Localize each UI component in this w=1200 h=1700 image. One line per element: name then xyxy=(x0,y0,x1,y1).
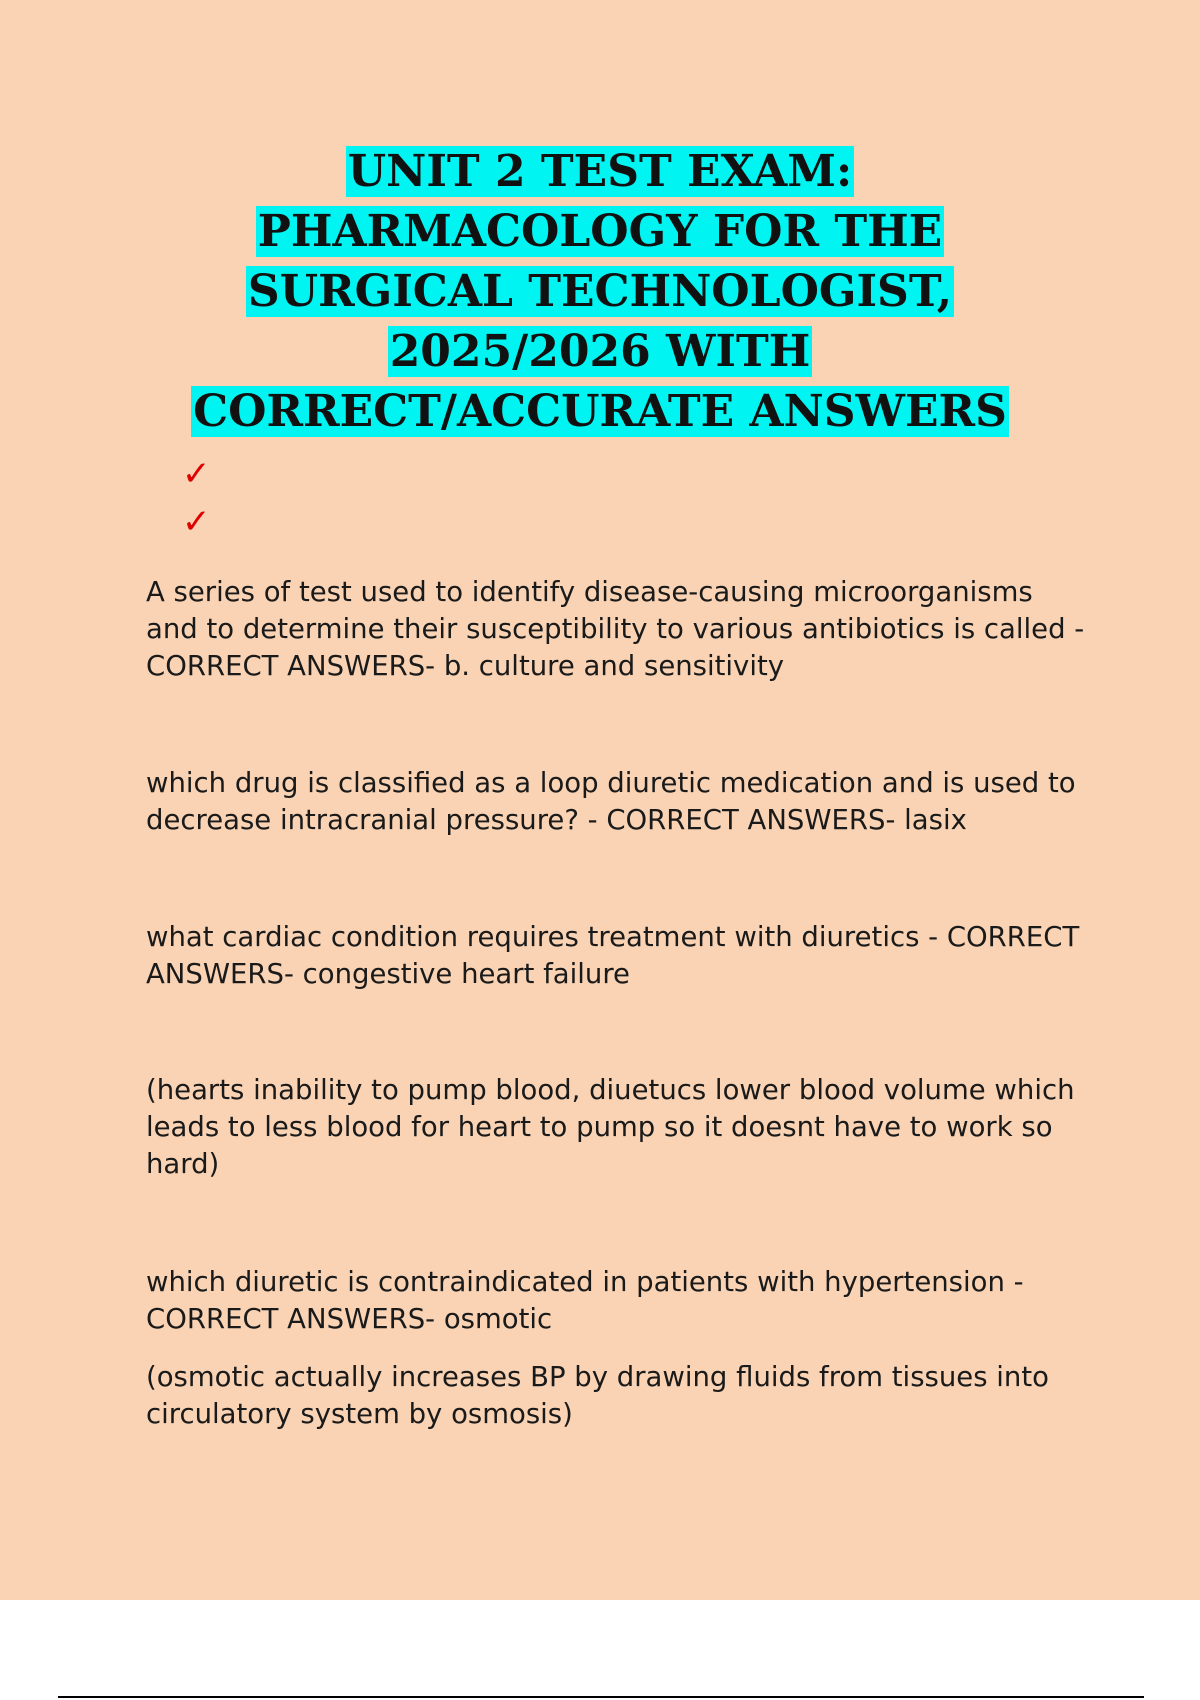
question-answer-paragraph: which drug is classified as a loop diuretic medication and is used to decrease intracranial pressure? - CORRECT ANSWERS- lasix xyxy=(146,767,1076,836)
footer-rule xyxy=(58,1696,1144,1698)
question-answer-paragraph: which diuretic is contraindicated in patients with hypertension - CORRECT ANSWERS- osmotic xyxy=(146,1266,1024,1335)
title-line-2: PHARMACOLOGY FOR THE xyxy=(257,206,943,257)
check-mark-icon: ✓ xyxy=(182,502,211,542)
explanation-paragraph: (hearts inability to pump blood, diuetucs lower blood volume which leads to less blood for heart to pump so it doesnt have to work so hard) xyxy=(146,1074,1075,1180)
title-line-4: 2025/2026 WITH xyxy=(389,326,811,377)
document-title xyxy=(0,142,1200,442)
title-line-3: SURGICAL TECHNOLOGIST, xyxy=(247,266,953,317)
check-mark-icon: ✓ xyxy=(182,454,211,494)
title-line-5: CORRECT/ACCURATE ANSWERS xyxy=(193,386,1007,437)
question-answer-paragraph: what cardiac condition requires treatment with diuretics - CORRECT ANSWERS- congestive heart failure xyxy=(146,921,1080,990)
question-answer-paragraph: A series of test used to identify disease-causing microorganisms and to determine their susceptibility to various antibiotics is called - CORRECT ANSWERS- b. culture and sensitivity xyxy=(146,576,1085,682)
title-line-1: UNIT 2 TEST EXAM: xyxy=(347,146,853,197)
explanation-paragraph: (osmotic actually increases BP by drawing fluids from tissues into circulatory system by osmosis) xyxy=(146,1361,1049,1430)
